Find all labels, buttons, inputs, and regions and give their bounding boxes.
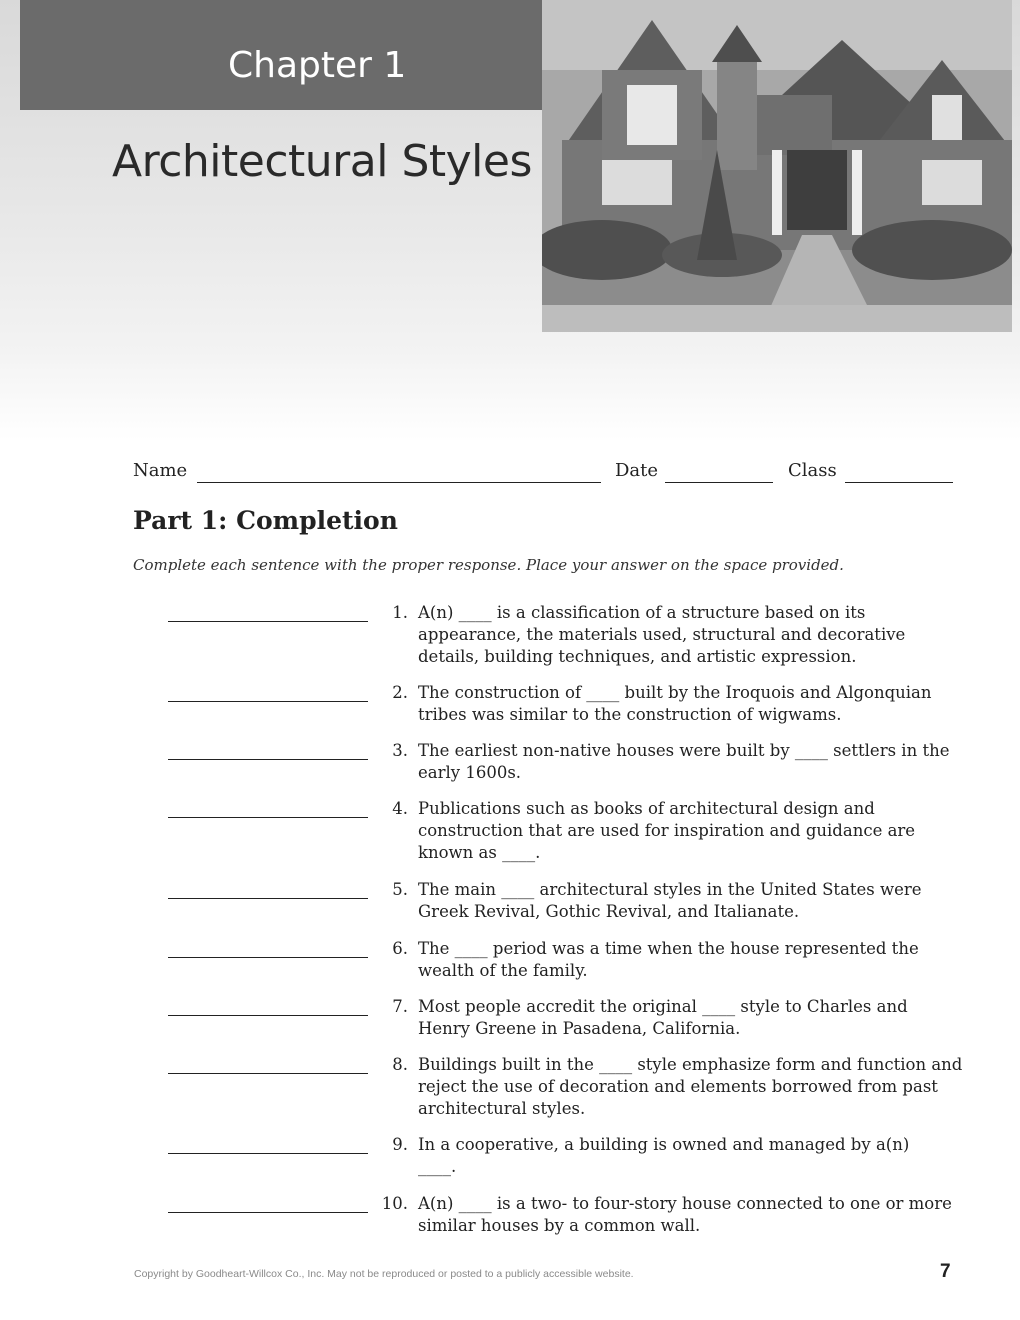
question-number: 1. — [392, 603, 408, 622]
answer-blank[interactable] — [168, 759, 368, 760]
question-number: 9. — [392, 1135, 408, 1154]
answer-blank[interactable] — [168, 817, 368, 818]
date-label: Date — [615, 460, 659, 481]
answer-blank[interactable] — [168, 1015, 368, 1016]
page-number: 7 — [940, 1261, 951, 1282]
question-text: The construction of ____ built by the Iroquois and Algonquian tribes was similar to the construction of wigwams. — [418, 683, 932, 724]
name-field[interactable] — [197, 482, 601, 483]
class-label: Class — [788, 460, 837, 481]
question-text: The earliest non-native houses were built by ____ settlers in the early 1600s. — [418, 741, 950, 782]
answer-blank[interactable] — [168, 621, 368, 622]
name-label: Name — [133, 460, 188, 481]
question-text: A(n) ____ is a two- to four-story house connected to one or more similar houses by a common wall. — [418, 1194, 952, 1235]
answer-blank[interactable] — [168, 1153, 368, 1154]
answer-blank[interactable] — [168, 1073, 368, 1074]
question-number: 8. — [392, 1055, 408, 1074]
answer-blank[interactable] — [168, 898, 368, 899]
question-text: The ____ period was a time when the house represented the wealth of the family. — [418, 939, 919, 980]
class-field[interactable] — [845, 482, 953, 483]
instructions: Complete each sentence with the proper response. Place your answer on the space provided. — [133, 556, 844, 574]
question-number: 6. — [392, 939, 408, 958]
question-text: Buildings built in the ____ style emphasize form and function and reject the use of decoration and elements borrowed from past architectural styles. — [418, 1055, 963, 1118]
part-title: Part 1: Completion — [133, 506, 398, 535]
question-text: Publications such as books of architectural design and construction that are used for inspiration and guidance are known as ____. — [418, 799, 916, 862]
student-info-row — [133, 460, 953, 488]
house-photo — [542, 0, 1012, 332]
question-number: 2. — [392, 683, 408, 702]
question-number: 10. — [381, 1194, 408, 1213]
question-number: 4. — [392, 799, 408, 818]
question-text: A(n) ____ is a classification of a structure based on its appearance, the materials used, structural and decorative details, building techniques, and artistic expression. — [418, 603, 906, 666]
question-number: 3. — [392, 741, 408, 760]
date-field[interactable] — [665, 482, 773, 483]
copyright-notice: Copyright by Goodheart-Willcox Co., Inc. May not be reproduced or posted to a publicly accessible website. — [134, 1268, 634, 1280]
chapter-title: Architectural Styles — [112, 136, 532, 187]
question-number: 5. — [392, 880, 408, 899]
answer-blank[interactable] — [168, 701, 368, 702]
answer-blank[interactable] — [168, 1212, 368, 1213]
chapter-label: Chapter 1 — [228, 45, 407, 86]
question-number: 7. — [392, 997, 408, 1016]
question-text: In a cooperative, a building is owned and managed by a(n) ____. — [418, 1135, 910, 1176]
question-text: The main ____ architectural styles in the United States were Greek Revival, Gothic Revival, and Italianate. — [418, 880, 922, 921]
question-text: Most people accredit the original ____ style to Charles and Henry Greene in Pasadena, California. — [418, 997, 908, 1038]
answer-blank[interactable] — [168, 957, 368, 958]
